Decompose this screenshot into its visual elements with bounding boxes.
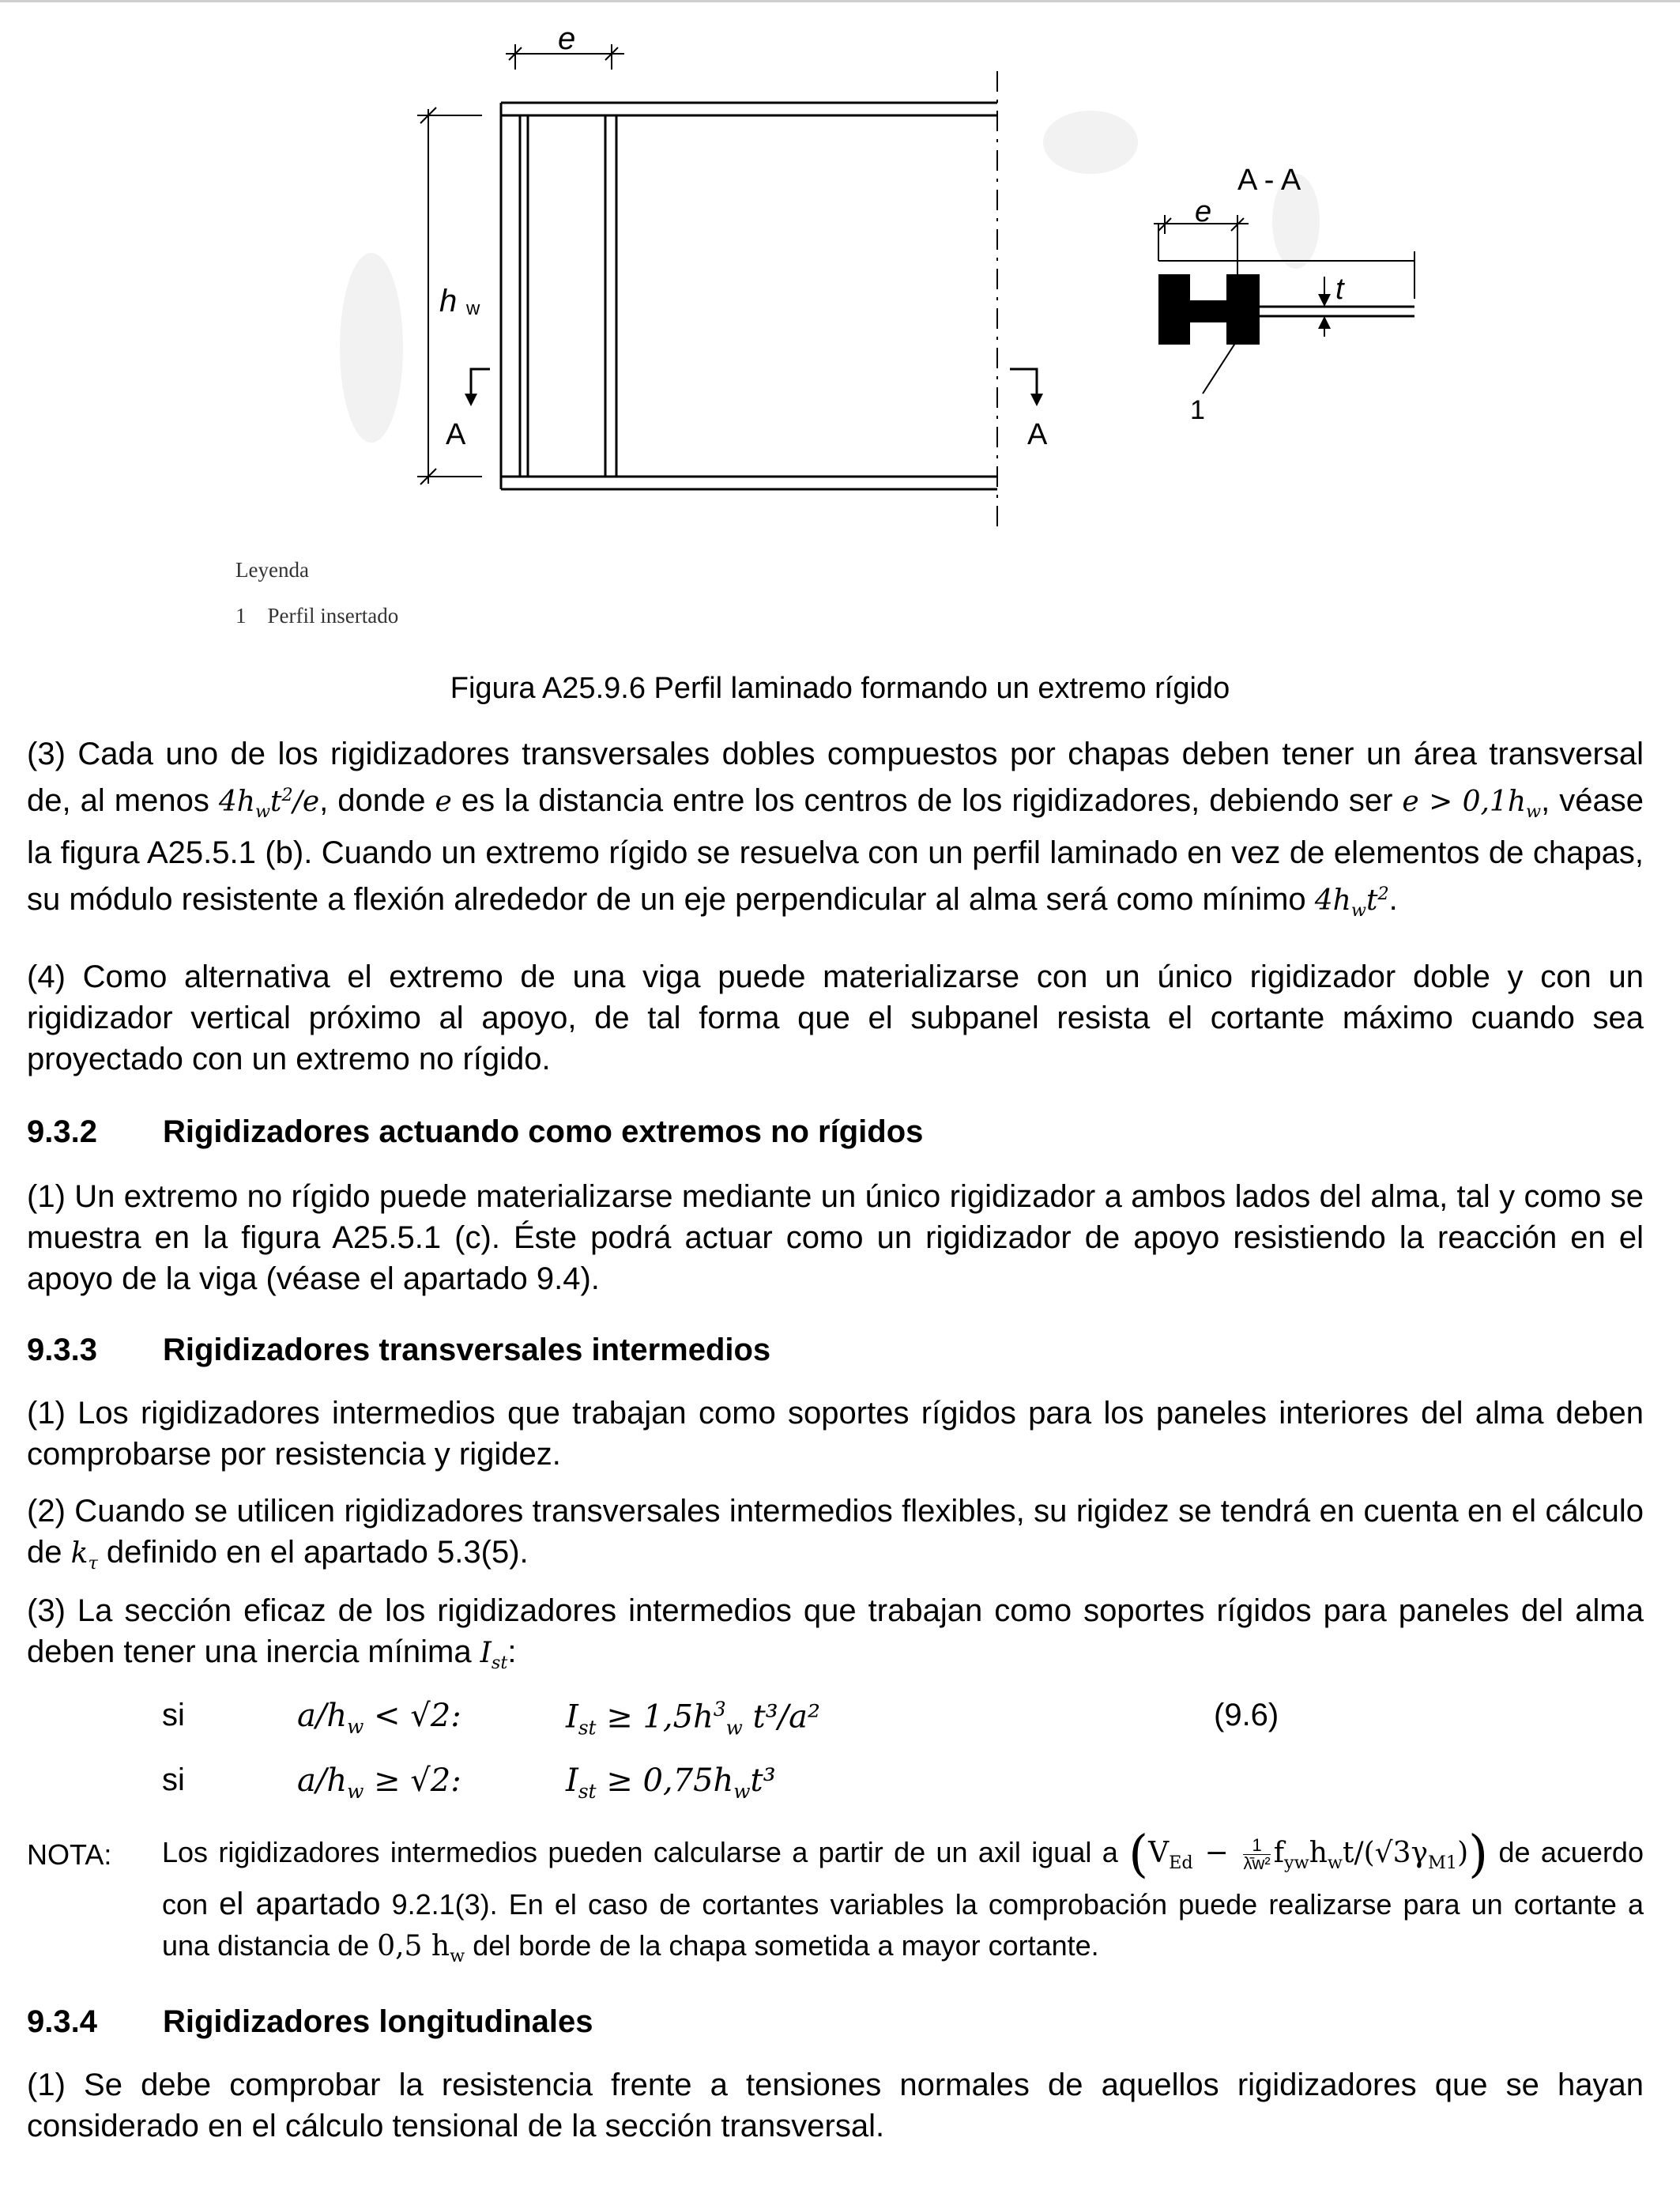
paragraph-9-3-2-1: (1) Un extremo no rígido puede materializarse mediante un único rigidizador a ambos lados del alma, tal y como se muestra en la figura A25.5.1 (c). Éste podrá actuar como un rigidizador de apoyo resistiendo la reacción en el apoyo de la viga (véase el apartado 9.4). [27,1179,1644,1296]
paragraph-4: (4) Como alternativa el extremo de una viga puede materializarse con un único rigidizador doble y con un rigidizador vertical próximo al apoyo, de tal forma que el subpanel resista el cortante máximo cuando sea proyectado con un extremo no rígido. [27,959,1644,1076]
paragraph-9-3-3-3: (3) La sección eficaz de los rigidizadores intermedios que trabajan como soportes rígidos para paneles del alma deben tener una inercia mínima $I_{st}$: [27,1593,1644,1674]
section-dim-t: t [1335,273,1344,306]
dim-hw-label: h [439,284,458,319]
heading-9-3-3: 9.3.3 Rigidizadores transversales intermedios [27,1333,771,1367]
equation-1-si: si [162,1698,185,1732]
section-dim-e: e [1195,195,1212,228]
legend-title: Leyenda [235,558,309,582]
dim-hw-sub: w [466,298,480,319]
heading-9-3-4: 9.3.4 Rigidizadores longitudinales [27,2004,593,2039]
equation-1-condition: $a/h_w < √2$: [297,1698,461,1738]
equation-2-si: si [162,1762,185,1797]
paragraph-9-3-3-1: (1) Los rigidizadores intermedios que trabajan como soportes rígidos para los paneles interiores del alma deben comprobarse por resistencia y rigidez. [27,1396,1644,1472]
equation-number: (9.6) [1214,1698,1279,1732]
paragraph-9-3-3-2: (2) Cuando se utilicen rigidizadores transversales intermedios flexibles, su rigidez se tendrá en cuenta en el cálculo de $k_\tau$ definido en el apartado 5.3(5). [27,1494,1644,1574]
note-text: Los rigidizadores intermedios pueden calcularse a partir de un axil igual a ($V_{Ed}$ − $\frac{1}{\text{λ̄w²}}$ $f_{yw}h_wt/(√3\gamma_{M1})$) de acuerdo con el apartado 9.2.1(3). En el caso de cortantes variables la comprobación puede realizarse para un cortante a una distancia de 0,5 $h_w$ del borde de la chapa sometida a mayor cortante. [162,1825,1644,1967]
equation-2-result: $I_{st} \ge 0,75h_wt^3$ [566,1762,776,1803]
section-mark-left: A [446,418,466,451]
legend-item [235,604,398,628]
note-label: NOTA: [27,1838,112,1871]
paragraph-3: (3) Cada uno de los rigidizadores transversales dobles compuestos por chapas deben tener un área transversal de, al menos $4h_wt^2/e$, donde e es la distancia entre los centros de los rigidizadores, debiendo ser $e > 0,1h_w$, véase la figura A25.5.1 (b). Cuando un extremo rígido se resuelva con un perfil laminado en vez de elementos de chapas, su módulo resistente a flexión alrededor de un eje perpendicular al alma será como mínimo $4h_wt^2$. [27,737,1644,922]
equation-1-result: $I_{st} \ge 1,5h^3_w$ t³/a² [566,1698,821,1740]
callout-1: 1 [1190,395,1205,425]
section-mark-right: A [1027,418,1048,451]
dim-e-label: e [558,21,576,56]
note-fraction: $\frac{1}{\text{λ̄w²}}$ [1243,1834,1271,1873]
heading-9-3-2: 9.3.2 Rigidizadores actuando como extremos no rígidos [27,1114,924,1149]
section-title: A - A [1237,164,1301,197]
paragraph-9-3-4-1: (1) Se debe comprobar la resistencia frente a tensiones normales de aquellos rigidizadores que se hayan considerado en el cálculo tensional de la sección transversal. [27,2068,1644,2143]
legend-item-text: Perfil insertado [267,604,399,628]
legend-item-number: 1 [235,604,247,628]
equation-2-condition: $a/h_w \ge √2$: [297,1762,461,1803]
figure-caption: Figura A25.9.6 Perfil laminado formando un extremo rígido [450,672,1230,705]
elevation-view [417,44,1043,530]
